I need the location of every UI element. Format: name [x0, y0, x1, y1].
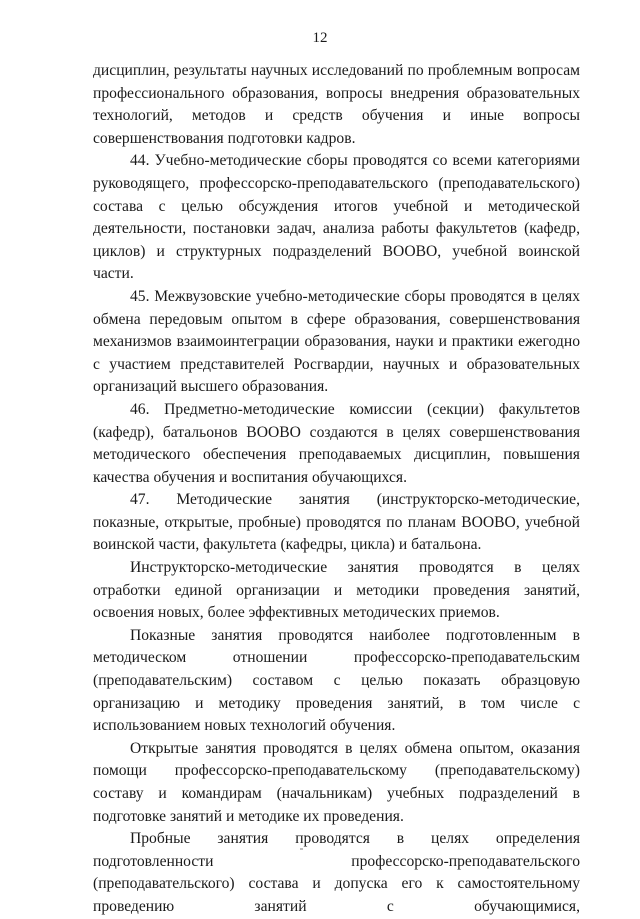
paragraph-instructor-methodical: Инструкторско-методические занятия проводятся в целях отработки единой организации и методики проведения занятий, освоения новых, более эффективных методических приемов. [93, 559, 580, 622]
paragraph-46: 46. Предметно-методические комиссии (секции) факультетов (кафедр), батальонов ВООВО создаются в целях совершенствования методического обеспечения преподаваемых дисциплин, повышения качества обучения и воспитания обучающихся. [93, 400, 580, 486]
paragraph-continuation: дисциплин, результаты научных исследований по проблемным вопросам профессионального образования, вопросы внедрения образовательных технологий, методов и средств обучения и иные вопросы совершенствования подготовки кадров. [93, 62, 580, 147]
paragraph-47: 47. Методические занятия (инструкторско-методические, показные, открытые, пробные) проводятся по планам ВООВО, учебной воинской части, факультета (кафедры, цикла) и батальона. [93, 491, 580, 554]
paragraph-open-classes: Открытые занятия проводятся в целях обмена опытом, оказания помощи профессорско-преподавательскому (преподавательскому) составу и командирам (начальникам) учебных подразделений в подготовке занятий и методике их проведения. [93, 739, 580, 825]
scan-speck [300, 848, 303, 850]
paragraph-45: 45. Межвузовские учебно-методические сборы проводятся в целях обмена передовым опытом в сфере образования, совершенствования механизмов взаимоинтеграции образования, науки и практики ежегодно с участием представителей Росгвардии, научных и образовательных организаций высшего образования. [93, 287, 580, 396]
page-number: 12 [312, 30, 328, 46]
document-body [93, 60, 580, 919]
paragraph-44: 44. Учебно-методические сборы проводятся со всеми категориями руководящего, профессорско-преподавательского (преподавательского) состава с целью обсуждения итогов учебной и методической деятельности, постановки задач, анализа работы факультетов (кафедр, циклов) и структурных подразделений ВООВО, учебной воинской части. [93, 152, 580, 283]
paragraph-trial-classes: Пробные занятия проводятся в целях определения подготовленности профессорско-преподавательского (преподавательского) состава и допуска его к самостоятельному проведению занятий с обучающимися, [93, 830, 580, 915]
paragraph-demonstration-classes: Показные занятия проводятся наиболее подготовленным в методическом отношении профессорско-преподавательским (преподавательским) составом с целью показать образцовую организацию и методику проведения занятий, в том числе с использованием новых технологий обучения. [93, 626, 580, 735]
